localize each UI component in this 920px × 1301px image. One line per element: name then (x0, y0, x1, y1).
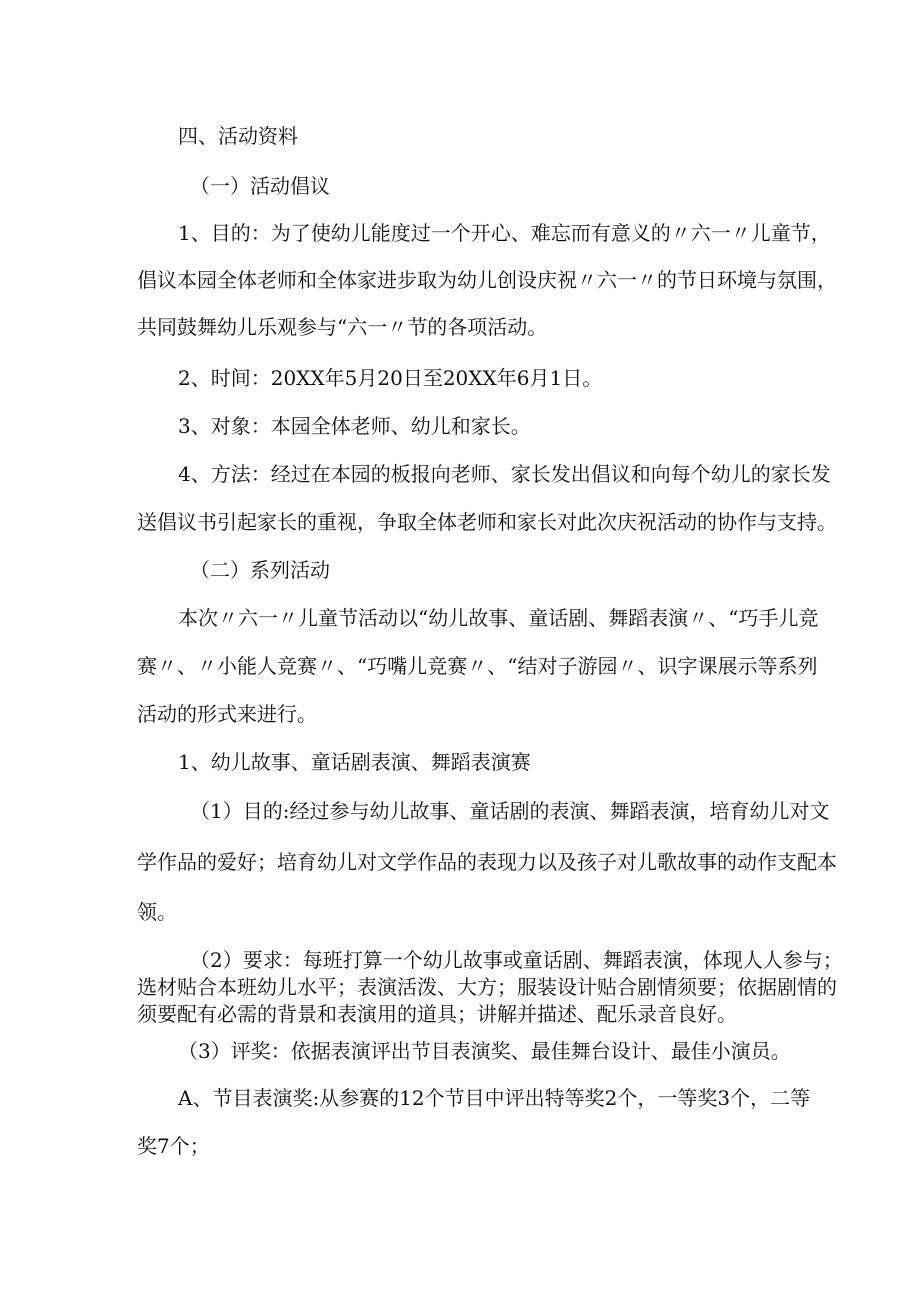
paragraph-line: A、节目表演奖:从参赛的12个节目中评出特等奖2个，一等奖3个，二等 (178, 1086, 811, 1110)
subsection-heading: （二）系列活动 (190, 558, 330, 582)
paragraph-line: （3）评奖：依据表演评出节目表演奖、最佳舞台设计、最佳小演员。 (178, 1039, 791, 1063)
paragraph-line: 3、对象：本园全体老师、幼儿和家长。 (178, 414, 531, 438)
paragraph-line: 学作品的爱好；培育幼儿对文学作品的表现力以及孩子对儿歌故事的动作支配本 (137, 850, 837, 874)
paragraph-line: 共同鼓舞幼儿乐观参与“六一〃节的各项活动。 (137, 315, 548, 339)
paragraph-line: 选材贴合本班幼儿水平；表演活泼、大方；服装设计贴合剧情须要；依据剧情的 (137, 975, 837, 999)
paragraph-line: 送倡议书引起家长的重视，争取全体老师和家长对此次庆祝活动的协作与支持。 (137, 510, 837, 534)
paragraph-line: （1）目的:经过参与幼儿故事、童话剧的表演、舞蹈表演，培育幼儿对文 (190, 799, 830, 823)
list-item-heading: 1、幼儿故事、童话剧表演、舞蹈表演赛 (178, 750, 531, 774)
section-heading: 四、活动资料 (178, 124, 298, 148)
paragraph-line: 倡议本园全体老师和全体家进步取为幼儿创设庆祝〃六一〃的节日环境与氛围， (137, 268, 837, 292)
subsection-heading: （一）活动倡议 (190, 174, 330, 198)
paragraph-line: 赛〃、〃小能人竞赛〃、“巧嘴儿竞赛〃、“结对子游园〃、识字课展示等系列 (137, 654, 818, 678)
paragraph-line: （2）要求：每班打算一个幼儿故事或童话剧、舞蹈表演，体现人人参与； (190, 948, 843, 972)
paragraph-line: 2、时间：20XX年5月20日至20XX年6月1日。 (178, 366, 603, 390)
paragraph-line: 须要配有必需的背景和表演用的道具；讲解并描述、配乐录音良好。 (137, 1002, 737, 1026)
paragraph-line: 4、方法：经过在本园的板报向老师、家长发出倡议和向每个幼儿的家长发 (178, 462, 831, 486)
paragraph-line: 活动的形式来进行。 (137, 702, 317, 726)
paragraph-line: 1、目的：为了使幼儿能度过一个开心、难忘而有意义的〃六一〃儿童节， (178, 221, 831, 245)
paragraph-line: 奖7个； (137, 1134, 210, 1158)
paragraph-line: 本次〃六一〃儿童节活动以“幼儿故事、童话剧、舞蹈表演〃、“巧手儿竞 (178, 606, 819, 630)
paragraph-line: 领。 (137, 900, 177, 924)
